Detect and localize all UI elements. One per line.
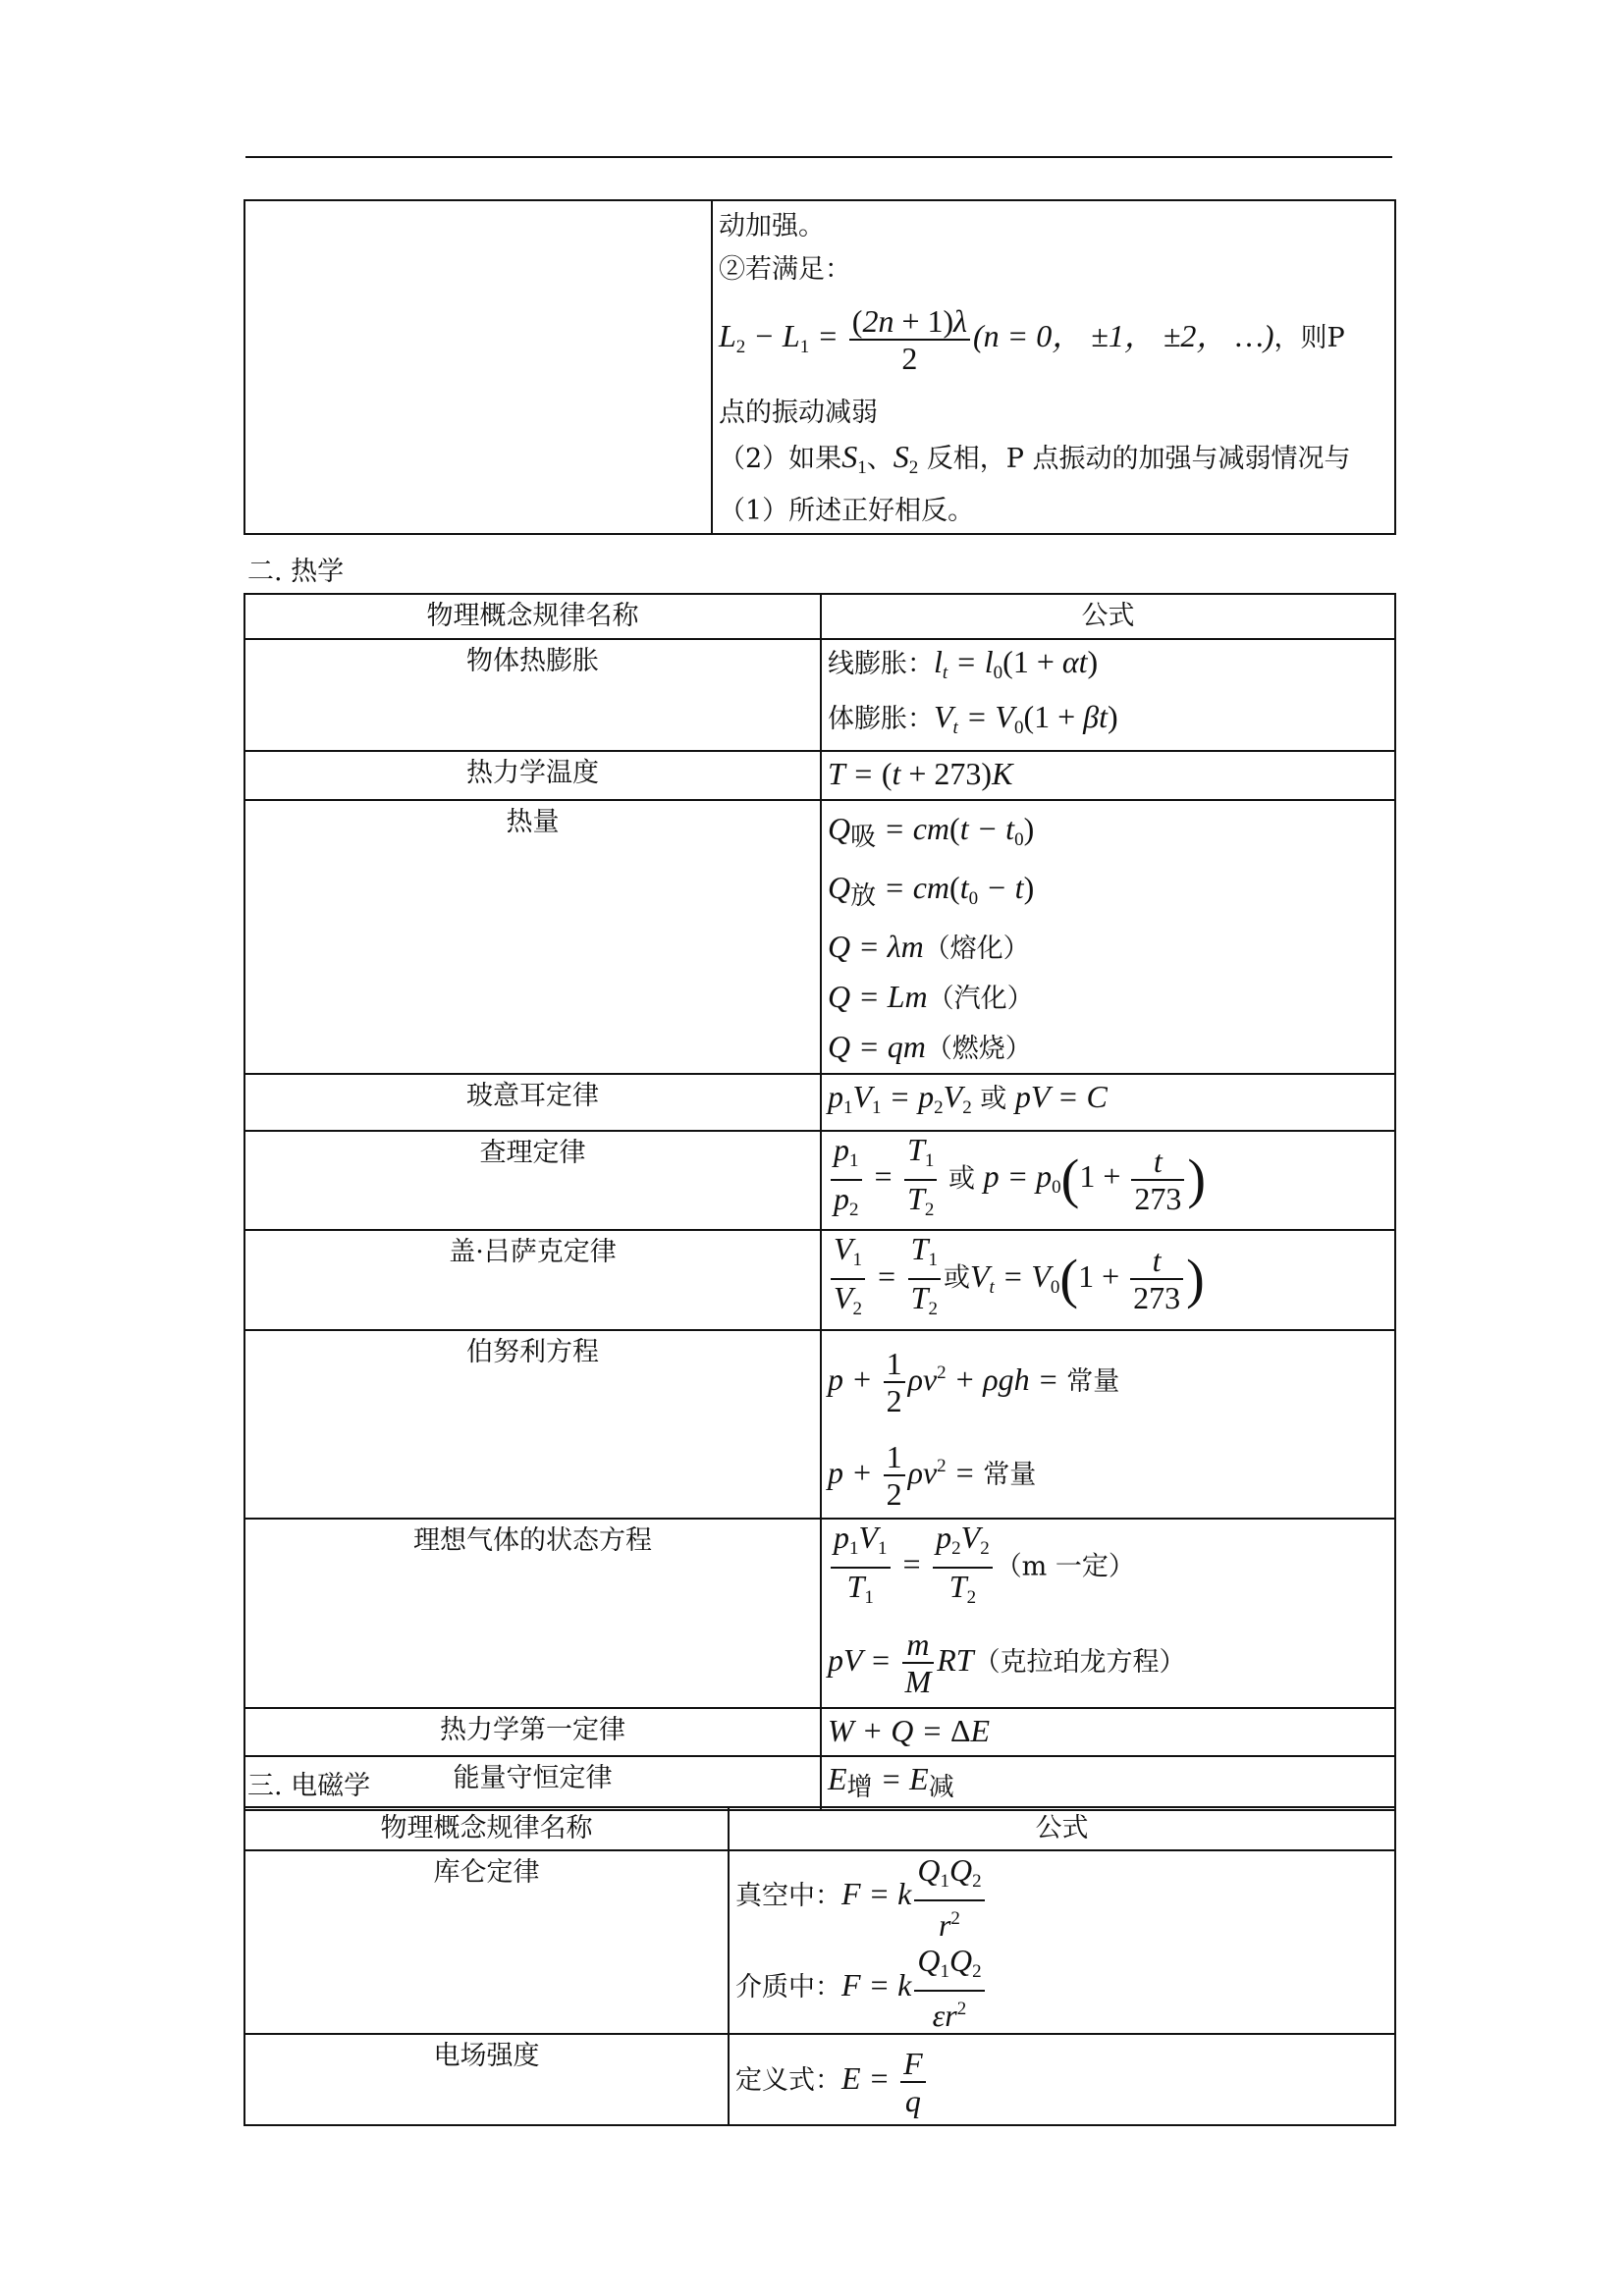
row-formula: 线膨胀：lt = $l_0(1 + \alpha t)$ 体膨胀：$Vt = V_0(1 + \beta t)$ [821,639,1395,751]
col-header-formula: 公式 [821,594,1395,639]
wave-line-4: 点的振动减弱 [719,398,878,428]
wave-formula-line [719,292,1388,392]
section-heading-thermo: 二. 热学 [247,557,345,587]
row-formula: W + Q = ΔE [821,1708,1395,1756]
row-name: 盖·吕萨克定律 [244,1230,821,1329]
col-header-name: 物理概念规律名称 [244,594,821,639]
table-row [244,1074,1395,1131]
wave-continuation-table [244,199,1396,535]
wave-line-1: 动加强。 [719,211,825,241]
table-row [244,1708,1395,1756]
row-formula: $p_1V_1 = p_2V_2$ 或 pV = C [821,1074,1395,1131]
row-formula: p + $\frac{1}{2}$ $\rho v^2 + \rho gh$ = 常量 p + $\frac{1}{2}$ $\rho v^2$ = 常量 [821,1330,1395,1519]
table-row [244,639,1395,751]
row-name: 热量 [244,800,821,1074]
wave-line-5: （2）如果$S_1$、$S_2$ 反相，P 点振动的加强与减弱情况与 [719,439,1351,478]
row-formula: $\frac{p_1V_1}{T_1}$ = $\frac{p_2V_2}{T_2}$ （m 一定） pV = $\frac{m}{M}$ RT（克拉珀龙方程） [821,1519,1395,1708]
table-row [244,2034,1395,2125]
thermo-table [244,593,1396,1811]
row-formula: $Q_吸 = cm(t - t_0)$ $Q_放 = cm(t_0 - t)$ Q = λm（熔化） Q = Lm（汽化） Q = qm（燃烧） [821,800,1395,1074]
table-row [244,751,1395,800]
row-name: 伯努利方程 [244,1330,821,1519]
row-formula: 定义式：E = $\frac{F}{q}$ [729,2034,1395,2125]
path-difference-formula: $L_2 - L_1$ = $\frac{(2n + 1)\lambda}{2}$ [719,318,973,353]
row-name: 玻意耳定律 [244,1074,821,1131]
row-formula: $\frac{V_1}{V_2}$ = $\frac{T_1}{T_2}$ 或$Vt = V_0(1$ + $\frac{t}{273}$ ) [821,1230,1395,1329]
row-name: 热力学温度 [244,751,821,800]
row-name: 能量守恒定律 [244,1756,821,1810]
table-row [244,1756,1395,1810]
row-name: 物体热膨胀 [244,639,821,751]
table-row [244,1131,1395,1230]
header-rule [245,156,1392,158]
wave-condition-cell [712,200,1395,534]
row-name: 库仑定律 [244,1850,729,2034]
table-row [244,1230,1395,1329]
row-name: 查理定律 [244,1131,821,1230]
empty-cell [244,200,712,534]
wave-line-6: （1）所述正好相反。 [719,496,975,526]
table-row [244,800,1395,1074]
table-row [244,1850,1395,2034]
then-p-text: ，则P [1273,323,1345,353]
col-header-formula: 公式 [729,1807,1395,1850]
row-formula: $E_增 = E_减$ [821,1756,1395,1810]
em-table [244,1806,1396,2126]
row-formula: T = (t + 273)K [821,751,1395,800]
table-row [244,1330,1395,1519]
row-name: 理想气体的状态方程 [244,1519,821,1708]
table-row [244,1519,1395,1708]
wave-line-2: ②若满足： [719,254,851,285]
row-name: 电场强度 [244,2034,729,2125]
section-heading-em: 三. 电磁学 [247,1771,371,1801]
n-range: (n = 0， ±1， ±2， …) [973,318,1274,353]
col-header-name: 物理概念规律名称 [244,1807,729,1850]
row-formula: 真空中：F = k $\frac{Q_1Q_2}{r^2}$ 介质中：F = k $\frac{Q_1Q_2}{\varepsilon r^2}$ [729,1850,1395,2034]
row-formula: $\frac{p_1}{p_2}$ = $\frac{T_1}{T_2}$ 或 $p = p_0(1$ + $\frac{t}{273}$ ) [821,1131,1395,1230]
row-name: 热力学第一定律 [244,1708,821,1756]
